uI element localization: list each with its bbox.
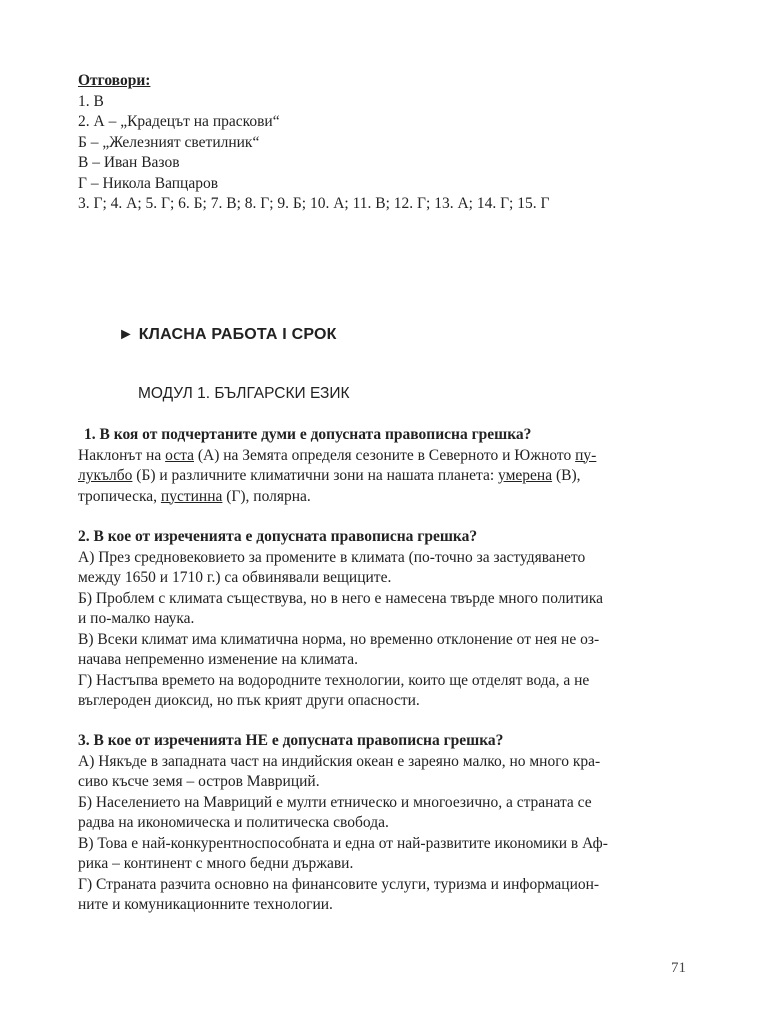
underlined-word: пустинна [160,487,223,505]
underlined-word: лукълбо [78,467,133,484]
underlined-word: пу- [575,446,597,464]
text-segment: Наклонът на [78,446,166,464]
question-3-line: радва на икономическа и политическа свобода. [78,814,389,831]
question-2-line: въглероден диоксид, но пък крият други опасности. [78,692,420,709]
text-segment: (Б) и различните климатични зони на нашата планета: [132,467,499,484]
section-title: КЛАСНА РАБОТА I СРОК [138,326,337,343]
question-3-line: рика – континент с много бедни държави. [78,855,354,872]
answer-line: Г – Никола Вапцаров [78,174,219,192]
text-segment: (Г), полярна. [222,487,311,505]
question-1-line [78,466,688,487]
question-2-line: между 1650 и 1710 г.) са обвинявали вещиците. [78,569,392,586]
question-2-line: В) Всеки климат има климатична норма, но временно отклонение от нея не оз- [78,630,600,648]
text-segment: (В), [552,467,581,484]
underlined-word: умерена [498,467,553,484]
question-3-line: сиво късче земя – остров Мавриций. [78,773,320,790]
answer-line: 1. В [78,92,104,110]
answers-block [78,71,688,215]
question-1-line [78,446,688,467]
question-1-text [78,446,688,508]
answer-line: 3. Г; 4. А; 5. Г; 6. Б; 7. В; 8. Г; 9. Б; 10. А; 11. В; 12. Г; 13. А; 14. Г; 15. Г [78,195,550,212]
question-2-line: Б) Проблем с климата съществува, но в него е намесена твърде много политика [78,589,604,607]
text-segment: (А) на Земята определя сезоните в Северното и Южното [193,446,576,464]
question-2-line: Г) Настъпва времето на водородните технологии, които ще отделят вода, а не [78,671,590,689]
module-heading: МОДУЛ 1. БЪЛГАРСКИ ЕЗИК [138,385,350,402]
question-2-line: и по-малко наука. [78,610,195,627]
answers-title: Отговори: [78,72,151,89]
section-heading [118,326,337,344]
triangle-marker-icon: ► [118,326,135,343]
page-number: 71 [671,960,686,976]
question-3 [78,731,688,916]
underlined-word: оста [165,446,194,464]
question-3-line: ните и комуникационните технологии. [78,896,333,913]
answer-line: Б – „Железният светилник“ [78,133,260,151]
question-1-line [78,487,688,508]
text-segment: тропическа, [78,487,161,505]
question-2 [78,527,688,712]
question-3-line: Г) Страната разчита основно на финансовите услуги, туризма и информацион- [78,875,600,893]
question-2-line: А) През средновековието за промените в климата (по-точно за застудяването [78,548,586,566]
question-3-line: Б) Населението на Мавриций е мулти етническо и многоезично, а страната се [78,793,592,811]
question-2-line: начава непременно изменение на климата. [78,651,359,668]
question-2-title: 2. В кое от изреченията е допусната правописна грешка? [78,528,478,545]
question-1 [78,425,688,507]
question-3-line: В) Това е най-конкурентноспособната и една от най-развитите икономики в Аф- [78,834,608,852]
answer-line: 2. А – „Крадецът на праскови“ [78,113,280,130]
answer-line: В – Иван Вазов [78,154,180,171]
question-3-line: А) Някъде в западната част на индийския океан е зареяно малко, но много кра- [78,752,601,770]
question-1-title: 1. В коя от подчертаните думи е допусната правописна грешка? [84,426,532,443]
question-3-title: 3. В кое от изреченията НЕ е допусната правописна грешка? [78,732,504,749]
